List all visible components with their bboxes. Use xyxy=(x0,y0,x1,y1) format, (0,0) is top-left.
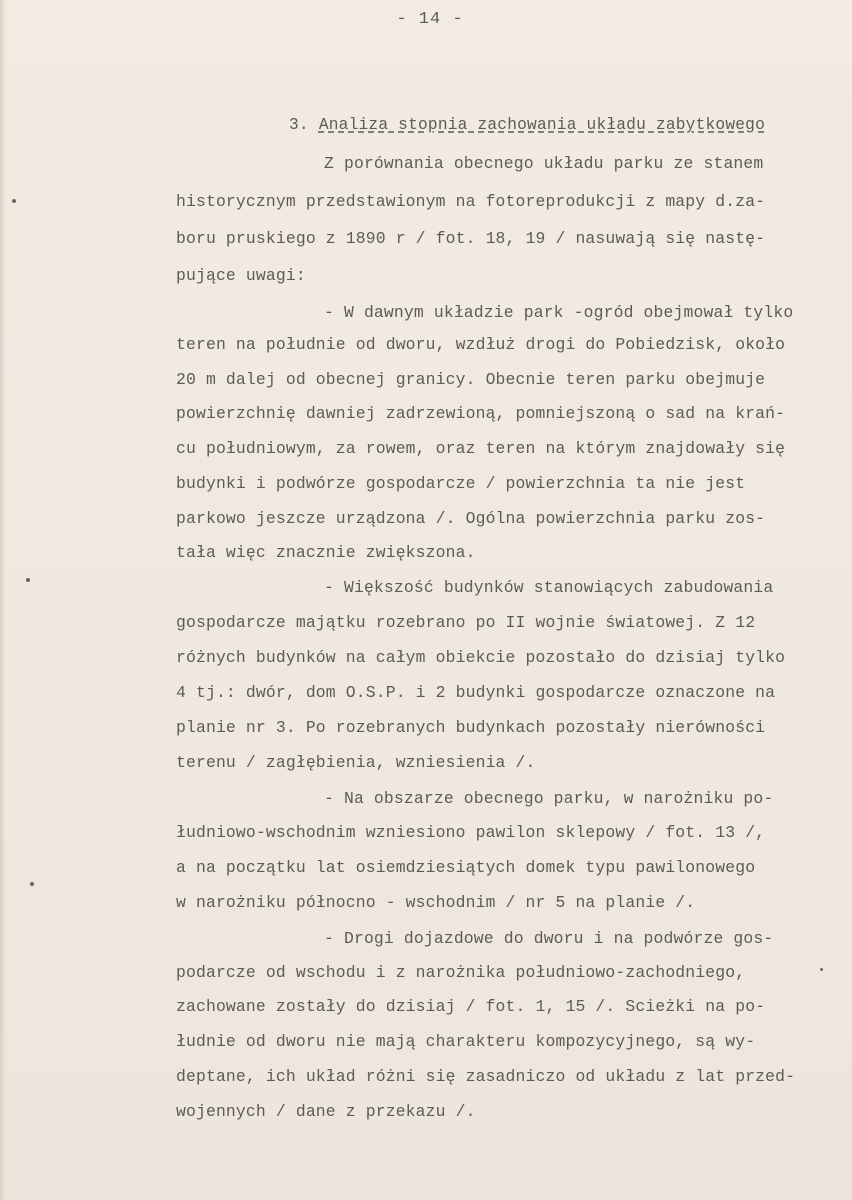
text-line: planie nr 3. Po rozebranych budynkach pozostały nierówności xyxy=(176,718,766,737)
punch-mark xyxy=(820,968,823,971)
text-line: - Drogi dojazdowe do dworu i na podwórze gos- xyxy=(324,929,774,948)
text-line: wojennych / dane z przekazu /. xyxy=(176,1102,476,1121)
text-line: podarcze od wschodu i z narożnika południowo-zachodniego, xyxy=(176,963,746,982)
text-line: terenu / zagłębienia, wzniesienia /. xyxy=(176,753,536,772)
text-line: cu południowym, za rowem, oraz teren na którym znajdowały się xyxy=(176,439,786,458)
text-line: tała więc znacznie zwiększona. xyxy=(176,543,476,562)
section-title: Analiza stopnia zachowania układu zabytkowego xyxy=(318,116,765,134)
text-line: 20 m dalej od obecnej granicy. Obecnie teren parku obejmuje xyxy=(176,370,766,389)
punch-mark xyxy=(12,199,16,203)
punch-mark xyxy=(26,578,30,582)
text-line: pujące uwagi: xyxy=(176,266,306,285)
text-line: boru pruskiego z 1890 r / fot. 18, 19 / nasuwają się nastę- xyxy=(176,229,766,248)
text-line: - W dawnym układzie park -ogród obejmował tylko xyxy=(324,303,794,322)
section-heading xyxy=(289,116,765,134)
text-line: w narożniku północno - wschodnim / nr 5 na planie /. xyxy=(176,893,696,912)
text-line: 4 tj.: dwór, dom O.S.P. i 2 budynki gospodarcze oznaczone na xyxy=(176,683,776,702)
text-line: zachowane zostały do dzisiaj / fot. 1, 15 /. Scieżki na po- xyxy=(176,997,766,1016)
text-line: historycznym przedstawionym na fotoreprodukcji z mapy d.za- xyxy=(176,192,766,211)
page-edge-shadow xyxy=(0,0,6,1200)
text-line: deptane, ich układ różni się zasadniczo od układu z lat przed- xyxy=(176,1067,796,1086)
text-line: budynki i podwórze gospodarcze / powierzchnia ta nie jest xyxy=(176,474,746,493)
text-line: różnych budynków na całym obiekcie pozostało do dzisiaj tylko xyxy=(176,648,786,667)
text-line: parkowo jeszcze urządzona /. Ogólna powierzchnia parku zos- xyxy=(176,509,766,528)
text-line: Z porównania obecnego układu parku ze stanem xyxy=(324,154,764,173)
text-line: łudniowo-wschodnim wzniesiono pawilon sklepowy / fot. 13 /, xyxy=(176,823,766,842)
text-line: a na początku lat osiemdziesiątych domek typu pawilonowego xyxy=(176,858,756,877)
text-line: - Większość budynków stanowiących zabudowania xyxy=(324,578,774,597)
text-line: teren na południe od dworu, wzdłuż drogi do Pobiedzisk, około xyxy=(176,335,786,354)
text-line: łudnie od dworu nie mają charakteru kompozycyjnego, są wy- xyxy=(176,1032,756,1051)
page-number: - 14 - xyxy=(396,10,464,29)
text-line: powierzchnię dawniej zadrzewioną, pomniejszoną o sad na krań- xyxy=(176,404,786,423)
punch-mark xyxy=(30,882,34,886)
text-line: gospodarcze majątku rozebrano po II wojnie światowej. Z 12 xyxy=(176,613,756,632)
section-number: 3. xyxy=(289,116,309,134)
text-line: - Na obszarze obecnego parku, w narożniku po- xyxy=(324,789,774,808)
